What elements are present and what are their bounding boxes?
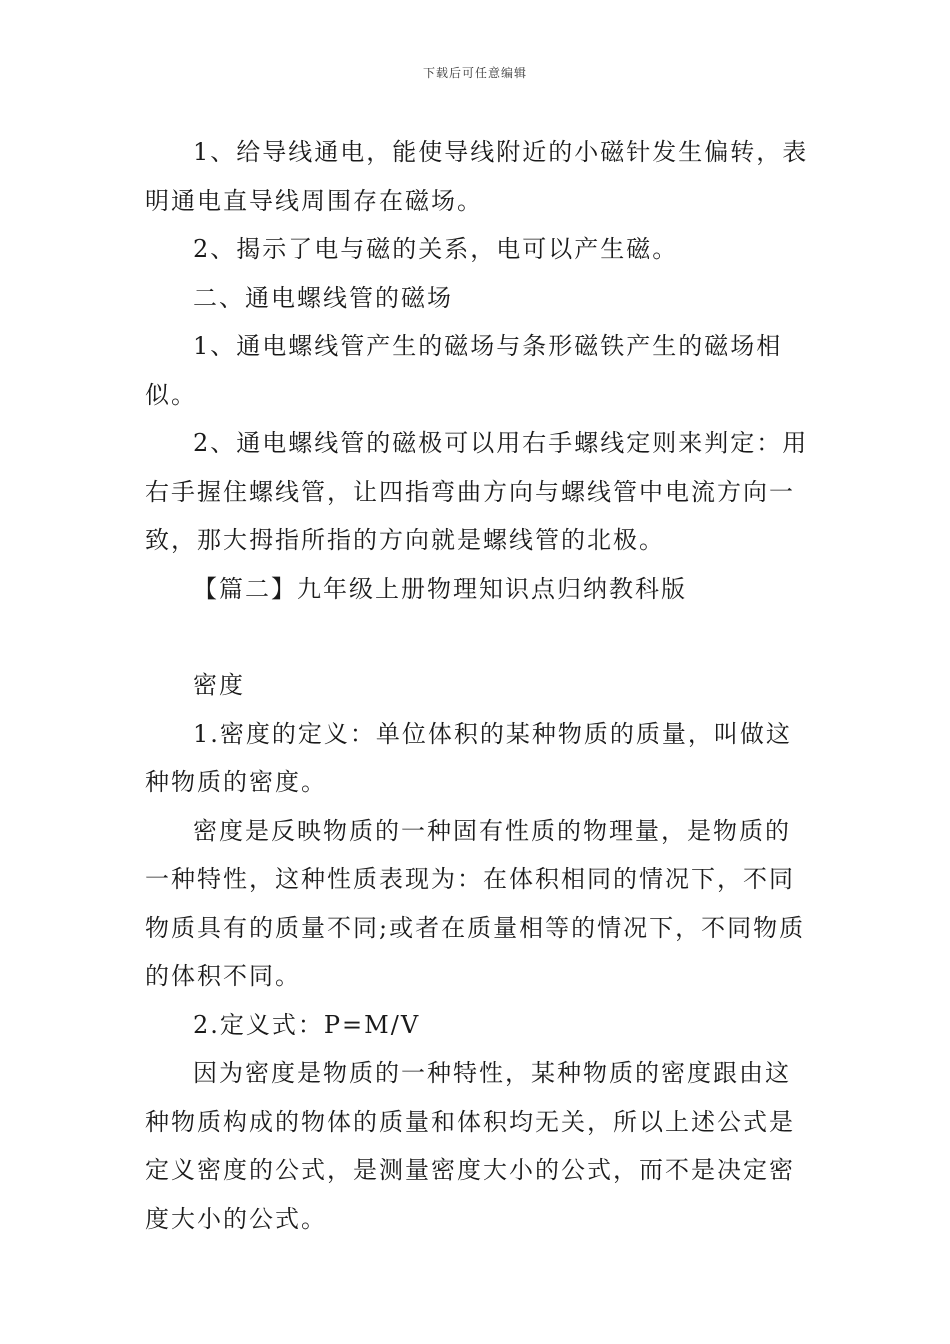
chapter-heading-part-two: 【篇二】九年级上册物理知识点归纳教科版	[193, 574, 687, 603]
paragraph-density-definition: 1.密度的定义：单位体积的某种物质的质量，叫做这种物质的密度。	[145, 719, 792, 796]
paragraph-density-explanation: 因为密度是物质的一种特性，某种物质的密度跟由这种物质构成的物体的质量和体积均无关，所以上述公式是定义密度的公式，是测量密度大小的公式，而不是决定密度大小的公式。	[145, 1059, 795, 1233]
spacer	[145, 613, 810, 661]
paragraph-right-hand-rule: 2、通电螺线管的磁极可以用右手螺线定则来判定：用右手握住螺线管，让四指弯曲方向与螺线管中电流方向一致，那大拇指所指的方向就是螺线管的北极。	[145, 429, 809, 554]
paragraph-electricity-magnetism: 2、揭示了电与磁的关系，电可以产生磁。	[193, 235, 679, 263]
section-heading-solenoid: 二、通电螺线管的磁场	[193, 283, 453, 312]
paragraph-magnetic-field-wire: 1、给导线通电，能使导线附近的小磁针发生偏转，表明通电直导线周围存在磁场。	[145, 138, 809, 215]
document-body	[145, 128, 810, 1243]
paragraph-solenoid-field: 1、通电螺线管产生的磁场与条形磁铁产生的磁场相似。	[145, 332, 783, 409]
paragraph-density-formula: 2.定义式：P=M/V	[193, 1010, 421, 1039]
paragraph-density-property: 密度是反映物质的一种固有性质的物理量，是物质的一种特性，这种性质表现为：在体积相同的情况下，不同物质具有的质量不同;或者在质量相等的情况下，不同物质的体积不同。	[145, 816, 806, 990]
page-header-note: 下载后可任意编辑	[422, 66, 527, 80]
section-heading-density: 密度	[193, 671, 245, 699]
